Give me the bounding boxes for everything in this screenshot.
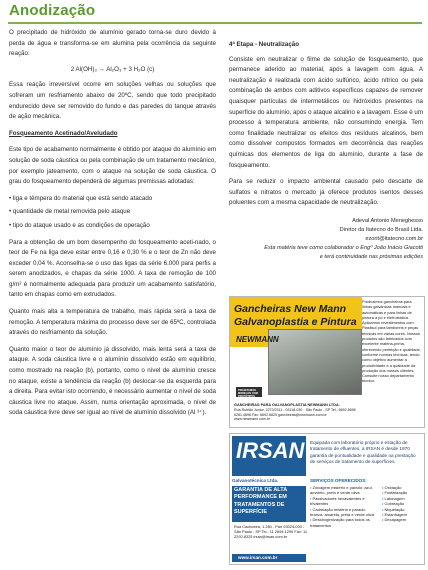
author-name: Adeval Antonio Meneghesso	[352, 217, 423, 224]
service-item: • Cobreação	[382, 501, 422, 506]
author-role: Diretor da Itatecno do Brasil Ltda.	[339, 226, 423, 233]
service-item: • Fosfatização	[382, 490, 422, 495]
equation: 2 Al(OH)₃ → Al₂O₃ + 3 H₂O (c)	[70, 65, 155, 73]
service-item: • Niquelação	[382, 507, 422, 512]
service-item: • Decapagem	[382, 517, 422, 522]
author-email: ezorit@itatecno.com.br	[365, 235, 423, 242]
service-item: • Oxidação	[382, 485, 422, 490]
ad-address: Rua Cachoeira, 1.280 - Pari 03024-000 - São Paulo - SP Tel.: 11 2694.1299 Fax: 11 2292.8325 irsan@irsan.com.br	[234, 524, 308, 540]
paragraph: Essa reação irreversível ocorre em soluções velhas ou soluções que sofreram um resfriamento abaixo de 20ºC, sendo que todo precipitado endurecido deve ser removido do fundo e das paredes do tanque através de ação mecânica.	[9, 81, 216, 121]
paragraph: Este tipo de acabamento normalmente é obtido por ataque do alumínio em solução de soda cáustica ou pela combinação de um tratamento mecânico, por exemplo jateamento, com o ataque na solução de soda cáustica. O grau do fosqueamento dependerá de algumas premissas adotadas:	[9, 146, 216, 186]
section-subheading: Fosqueamento Acetinado/Aveludado	[9, 129, 118, 137]
list-item: • tipo do ataque usado e as condições de operação	[9, 221, 216, 232]
service-item: • Zincagem mistério e parado: azul, amarelo, preto e verde oliva	[310, 485, 380, 496]
paragraph: Quanto maior o teor de alumínio já dissolvido, mais lenta será a taxa de ataque. A soda cáustica livre e o alumínio dissolvido estão em equilíbrio, como mostrado na reação (b), portanto, como o nível de alumínio cresce no ataque, existe a tendência da reação (b) deslocar-se da esquerda para a direita. Para evitar isto ocorrendo, é necessário aumentar o nível de soda cáustica livre no ataque. Assim, numa orientação aproximada, o nível de soda cáustica livre deve ser igual ao nível de alumínio dissolvido (Al ³⁺).	[9, 345, 216, 417]
paragraph: O precipitado de hidróxido de alumínio gerado torna-se duro devido à perda de água e transforma-se em alumina pela ocorrência da seguinte reação:	[9, 29, 216, 58]
author-signature	[229, 217, 423, 262]
website-link[interactable]: www.irsan.com.br	[238, 555, 278, 560]
advertisement-irsan[interactable]	[229, 433, 425, 565]
page-title: Anodização	[9, 2, 96, 19]
advertisement-newmann[interactable]	[229, 296, 425, 428]
services-heading: SERVIÇOS OFERECIDOS:	[310, 478, 367, 483]
ad-slogan: GARANTIA DE ALTA PERFORMANCE EM TRATAMENTOS DE SUPERFÍCIE	[234, 487, 287, 516]
company-subtitle: Galvanotécnica Ltda.	[232, 478, 279, 483]
ad-title-line1: Gancheiras New Mann	[234, 303, 347, 315]
service-item: • Cadmiação mistério e parado: branca, amarela, preta e verde oliva	[310, 507, 380, 518]
right-column	[229, 40, 423, 262]
product-photo	[268, 329, 362, 395]
ad-address	[234, 403, 362, 422]
ad-badge-text: PROJETAMOS MODELOS COM PROTÓTIPOS	[238, 389, 258, 398]
paragraph: Para a obtenção de um bom desempenho do fosqueamento aceti-nado, o teor de Fe na liga deve estar entre 0,16 e 0,30 % e o teor de Zn não deve exceder 0,04 %. Aconselha-se o uso das ligas da série 6.000 para perfis a serem anodizados, e chapas da série 1000. A taxa de remoção de 100 g/m² é normalmente adequada para produzir um acabamento satisfatório, tanto em chapas como em extrudados.	[9, 238, 216, 299]
ad-company-name: GANCHEIRAS PARA GALVANOPLASTIA NEWMANN LTDA.	[234, 403, 340, 407]
step-heading: 4ª Etapa - Neutralização	[229, 41, 300, 48]
ad-description: Equipada com laboratório próprio e estação de tratamento de efluentes, a IRSAN é desde 1970 garantia de pontualidade e qualidade na prestação de serviços de tratamento de superfícies.	[310, 440, 416, 465]
services-list-1	[310, 485, 380, 528]
service-item: • Passivadores hexavalentes e trivalentes	[310, 496, 380, 507]
service-item: • Desidrogenização para todos os tratamentos	[310, 517, 380, 528]
paragraph: Quanto mais alta a temperatura de trabalho, mais rápida será a taxa de remoção. A temperatura máxima do processo deve ser de 65ºC, controlada através do resfriamento da solução.	[9, 308, 216, 337]
left-column	[9, 28, 216, 419]
paragraph: Consiste em neutralizar o filme de solução de fosqueamento, que permanece aderido ao material, após a lavagem com água. A neutralização é realizada com ácido sulfúrico, ácido nítrico ou pela combinação de ambos com aditivos específicos capazes de remover quaisquer partículas de intermetálicos ou hidróxidos presentes na superfície do alumínio, após o ataque alcalino e a lavagem. Esse é um processo à temperatura ambiente, não consumindo energia. Tem como finalidade neutralizar os efeitos dos resíduos alcalinos, bem como dissolver compostos formados em decorrência das reações químicas dos elementos de liga do alumínio, durante a fase de fosqueamento.	[229, 55, 423, 169]
ad-contact: Rua Rubião Junior, 2272/2311 - 03118-030 - São Paulo - SP Tel.: 6692.8696 6281.4696 Fax: 6692.6825 gancheiras@newmann.com.br www.newmann.com.br	[234, 407, 356, 422]
continuation-note: e terá continuidade nas próximas edições	[319, 253, 423, 260]
service-item: • Latonagem	[382, 496, 422, 501]
list-item: • quantidade de metal removida pelo ataque	[9, 207, 216, 218]
company-logo: NEWMANN	[236, 335, 279, 344]
ad-description: Produzimos gancheiras para linhas galvânicas manuais e automáticas e para linhas de pintura a pó e eletrostática. Aplicamos revestimentos com Plastisol para tamboreis e peças técnicas em várias cores. Nossos produtos são fabricados com excelente matéria-prima, oferecendo perfeição e qualidade, conforme normas técnicas, tendo como objetivo aumentar a produtividade e a qualidade da produção dos nossos clientes. Consulte nosso departamento técnico.	[362, 299, 421, 384]
collaborator-note: Esta matéria teve como colaborador o Engº João Inácio Giacotti	[264, 244, 423, 251]
company-logo: IRSAN	[236, 438, 305, 463]
paragraph: Para se reduzir o impacto ambiental causado pelo descarte de sulfatos e nitratos o mercado já oferece produtos isentos desses poluentes com a mesma capacidade de neutralização.	[229, 178, 423, 207]
list-item: • liga e têmpera do material que está sendo atacado	[9, 194, 216, 205]
service-item: • Estanhagem	[382, 512, 422, 517]
bullet-list	[9, 194, 216, 232]
ad-title-line2: Galvanoplastia e Pintura	[234, 316, 357, 328]
services-list-2	[382, 485, 422, 523]
